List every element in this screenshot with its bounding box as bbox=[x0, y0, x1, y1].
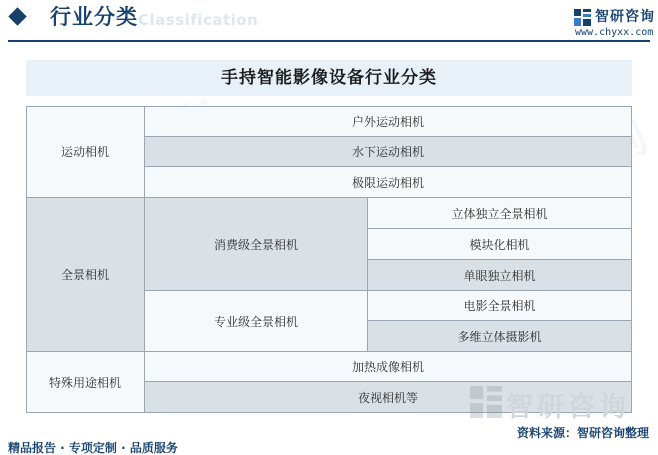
brand-url[interactable]: www.chyxx.com bbox=[575, 27, 654, 38]
item-cell: 水下运动相机 bbox=[145, 137, 632, 167]
table-title: 手持智能影像设备行业分类 bbox=[26, 60, 632, 96]
page-title-watermark: Classification bbox=[138, 11, 259, 29]
brand-name: 智研咨询 bbox=[595, 9, 655, 25]
brand-logo-icon bbox=[574, 9, 591, 26]
header-diamond-icon bbox=[8, 7, 26, 25]
subcategory-cell: 专业级全景相机 bbox=[145, 291, 368, 352]
item-cell: 电影全景相机 bbox=[368, 291, 632, 321]
item-cell: 单眼独立相机 bbox=[368, 260, 632, 291]
item-cell: 立体独立全景相机 bbox=[368, 198, 632, 229]
header-divider bbox=[8, 40, 650, 42]
watermark-brand-text: 智研咨询 bbox=[506, 392, 630, 423]
item-cell: 户外运动相机 bbox=[145, 106, 632, 137]
watermark-logo-icon bbox=[470, 386, 502, 418]
classification-table bbox=[26, 106, 632, 413]
item-cell: 多维立体摄影机 bbox=[368, 321, 632, 352]
footer-tagline: 精品报告 · 专项定制 · 品质服务 bbox=[8, 441, 178, 455]
item-cell: 夜视相机等 bbox=[145, 382, 632, 413]
category-cell: 特殊用途相机 bbox=[26, 352, 145, 413]
page-title: 行业分类 bbox=[50, 5, 138, 29]
source-note: 资料来源：智研咨询整理 bbox=[516, 426, 649, 440]
item-cell: 极限运动相机 bbox=[145, 167, 632, 198]
category-cell: 运动相机 bbox=[26, 106, 145, 198]
category-cell: 全景相机 bbox=[26, 198, 145, 352]
subcategory-cell: 消费级全景相机 bbox=[145, 198, 368, 291]
item-cell: 模块化相机 bbox=[368, 229, 632, 260]
item-cell: 加热成像相机 bbox=[145, 352, 632, 382]
